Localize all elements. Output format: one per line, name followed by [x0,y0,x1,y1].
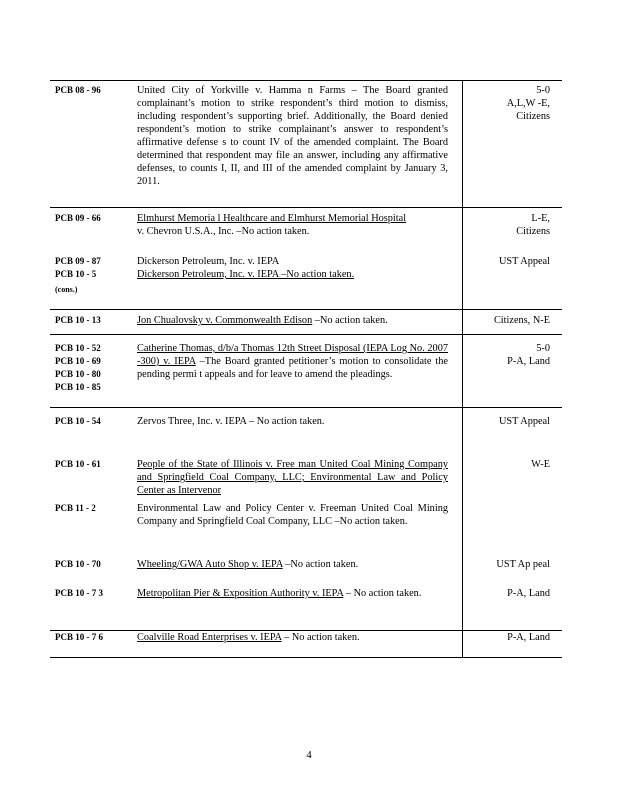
case-number: PCB 10 - 7 3 [55,588,103,598]
vote-line: UST Appeal [498,256,550,267]
vote-result [465,587,550,600]
case-title: Coalville Road Enterprises v. IEPA [137,632,282,643]
case-number: PCB 10 - 61 [55,459,101,469]
vote-line: Citizens [516,226,550,237]
case-title: People of the State of Illinois v. Free man United Coal Mining Company and Springfield Coal Company, LLC; Environmental Law and Policy Center as Intervenor [137,459,448,496]
case-title: Elmhurst Memoria l Healthcare and Elmhurst Memorial Hospital [137,213,407,224]
column-divider [462,80,463,657]
entry-line: Dickerson Petroleum, Inc. v. IEPA [137,256,280,267]
entry-text: Zervos Three, Inc. v. IEPA – No action taken. [137,416,325,427]
table-rule [50,334,562,335]
case-number: PCB 10 - 54 [55,416,101,426]
case-number: PCB 09 - 87 [55,256,101,266]
entry-description [137,458,448,497]
entry-text: – The Board granted complainant’s motion to strike respondent’s third motion to dismiss, including respondent’s supporting brief. Additionally, the Board denied respondent’s motion to strike complainant’s answer to respondent’s affirmative defense s to count IV of the amended complaint. The Board determined that respondent may file an answer, including any affirmative defenses, to counts I, II, and III of the amended complaint by January 3, 2011. [137,85,449,187]
entry-text: –The Board granted petitioner’s motion to consolidate the pending permi t appeals and for leave to amend the pleadings. [137,356,448,380]
entry-description [137,631,448,644]
entry-description [137,342,448,381]
entry-description [137,558,448,571]
entry-description [137,587,448,600]
vote-line: 5-0 [536,85,550,96]
entry-text: –No action taken. [312,315,388,326]
case-number: PCB 10 - 80 [55,369,101,379]
table-rule [50,407,562,408]
vote-line: P-A, Land [507,588,550,599]
case-number: PCB 09 - 66 [55,213,101,223]
case-title: United City of Yorkville v. Hamma n Farms [137,85,346,96]
case-title: Jon Chualovsky v. Commonwealth Edison [137,315,313,326]
entry-text: – No action taken. [281,632,360,643]
table-rule [50,80,562,81]
vote-result [465,255,550,268]
vote-result [465,558,550,571]
case-number: PCB 11 - 2 [55,503,96,513]
entry-description [137,84,448,188]
case-title: Wheeling/GWA Auto Shop v. IEPA [137,559,283,570]
case-number: PCB 10 - 85 [55,382,101,392]
case-number: PCB 10 - 69 [55,356,101,366]
entry-text: –No action taken. [282,559,359,570]
page-number: 4 [306,749,312,761]
entry-description [137,314,448,327]
vote-result [465,84,550,123]
vote-line: P-A, Land [507,356,550,367]
vote-result [465,314,550,327]
entry-description [137,212,448,238]
vote-line: Citizens [516,111,550,122]
case-number: PCB 10 - 5 [55,269,97,279]
vote-result [465,342,550,368]
vote-line: L-E, [531,213,550,224]
vote-line: W-E [531,459,550,470]
entry-description [137,415,448,428]
case-title: Catherine Thomas, d/b/a Thomas 12th Street Disposal (IEPA Log No. 2007 -300) v. IEPA [137,343,448,367]
vote-result [465,631,550,644]
vote-line: A,L,W -E, [506,98,550,109]
vote-line: Citizens, N-E [493,315,550,326]
entry-text: – No action taken. [343,588,422,599]
case-number: PCB 10 - 7 6 [55,632,103,642]
entry-description [137,502,448,528]
entry-text: v. Chevron U.S.A., Inc. –No action taken. [137,226,310,237]
case-title: Dickerson Petroleum, Inc. v. IEPA –No action taken. [137,269,355,280]
vote-line: UST Appeal [498,416,550,427]
vote-line: P-A, Land [507,632,550,643]
vote-result [465,212,550,238]
case-number: PCB 08 - 96 [55,85,101,95]
case-number: PCB 10 - 13 [55,315,101,325]
table-rule [50,309,562,310]
table-rule [50,207,562,208]
vote-result [465,458,550,471]
entry-text: Environmental Law and Policy Center v. Freeman United Coal Mining Company and Springfield Coal Company, LLC –No action taken. [137,503,448,527]
case-number: PCB 10 - 70 [55,559,101,569]
case-number: PCB 10 - 52 [55,343,101,353]
vote-result [465,415,550,428]
entry-description [137,255,448,281]
vote-line: UST Ap peal [496,559,550,570]
table-rule [50,657,562,658]
entry-line [137,268,448,281]
case-title: Metropolitan Pier & Exposition Authority v. IEPA [137,588,344,599]
consolidated-note: (cons.) [55,285,78,294]
vote-line: 5-0 [536,343,550,354]
